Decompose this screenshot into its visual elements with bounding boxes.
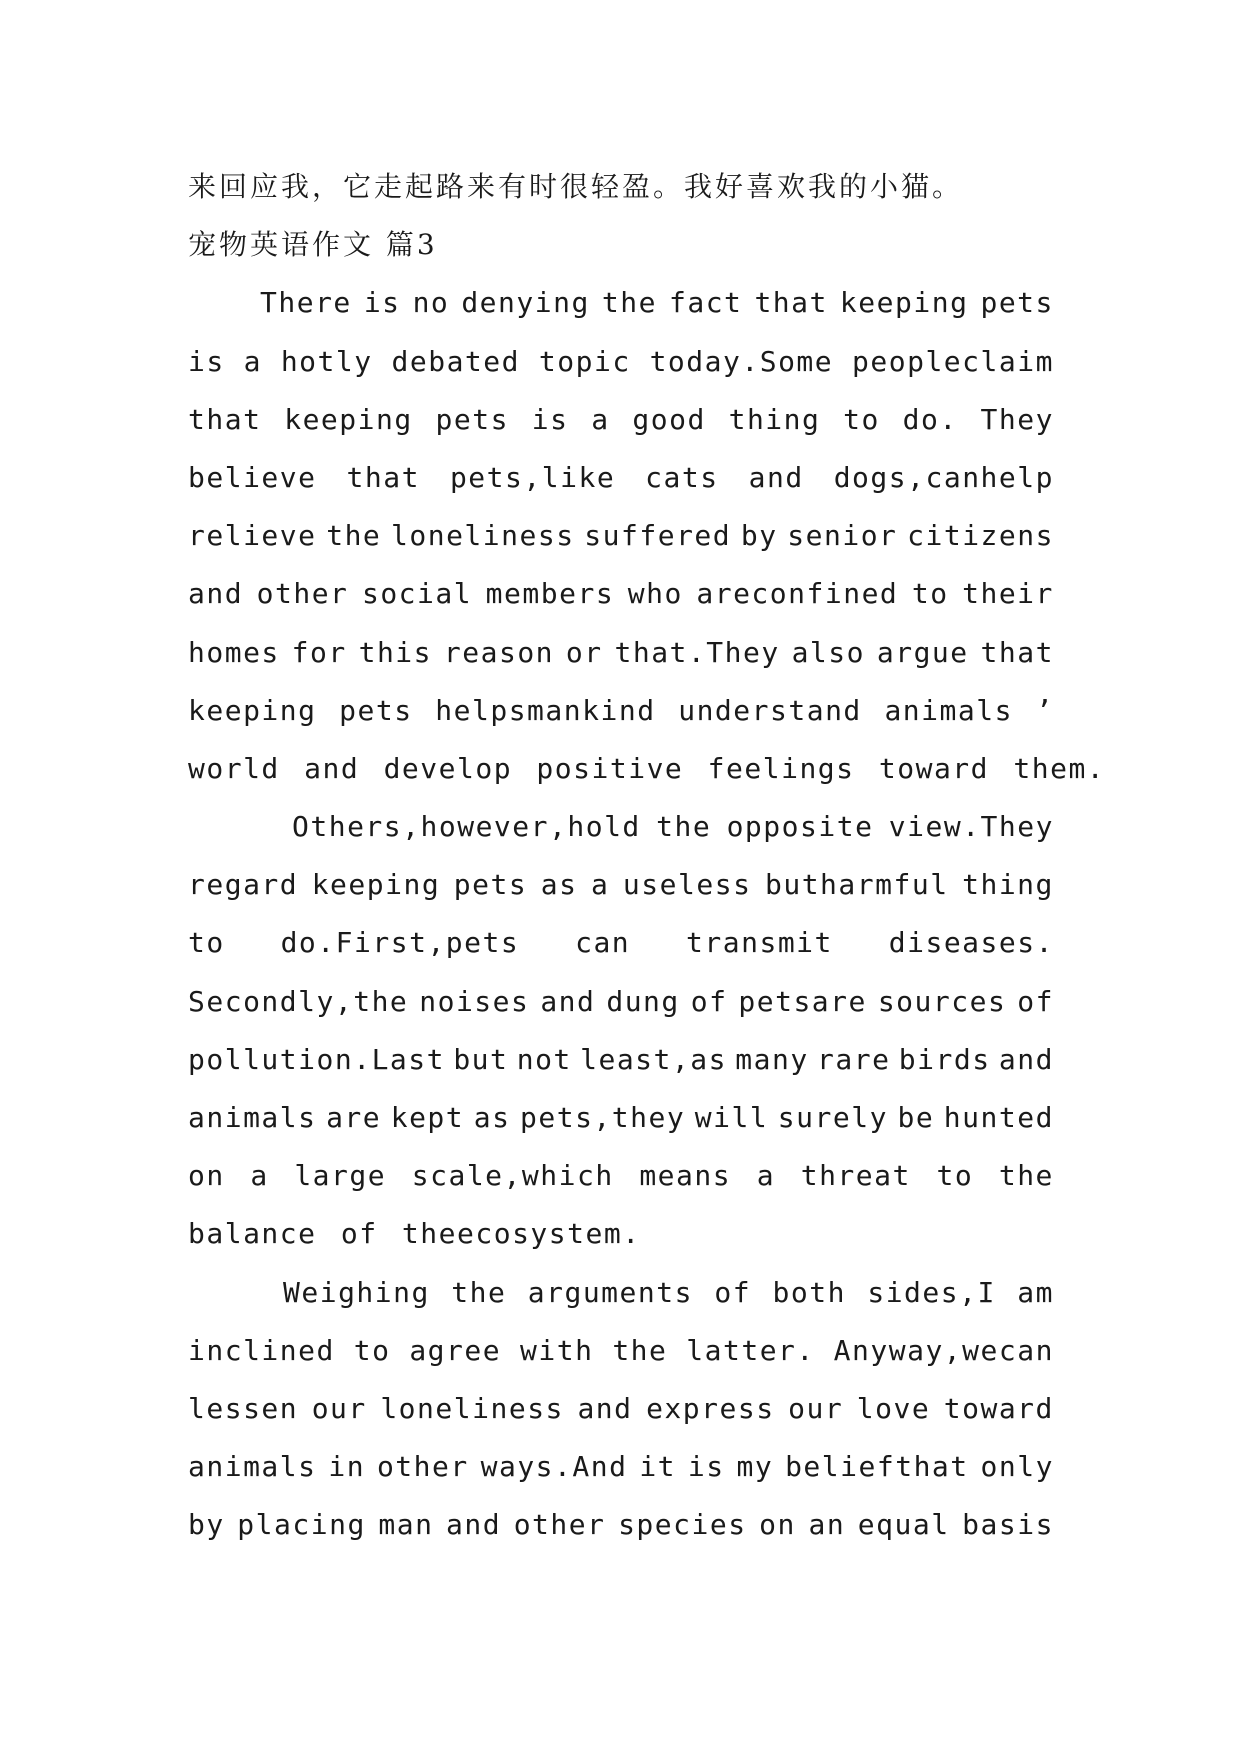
paragraph-line: relieve the loneliness suffered by senior citizens xyxy=(188,519,1054,553)
paragraph-line: believe that pets,like cats and dogs,canhelp xyxy=(188,460,1054,494)
paragraph-line: balance of theecosystem. xyxy=(188,1217,641,1251)
paragraph-line: world and develop positive feelings toward them. xyxy=(188,751,1106,785)
document-body xyxy=(188,158,1106,1555)
paragraph-line: There is no denying the fact that keeping pets xyxy=(260,286,1054,320)
paragraph-2 xyxy=(188,798,1054,1264)
paragraph-line: to do.First,pets can transmit diseases. xyxy=(188,926,1054,960)
paragraph-line: animals in other ways.And it is my beliefthat only xyxy=(188,1450,1054,1484)
paragraph-line: by placing man and other species on an equal basis xyxy=(188,1508,1054,1542)
paragraph-line: lessen our loneliness and express our love toward xyxy=(188,1391,1054,1425)
paragraph-line: Secondly,the noises and dung of petsare sources of xyxy=(188,984,1054,1018)
paragraph-line: and other social members who areconfined to their xyxy=(188,577,1054,611)
paragraph-1 xyxy=(188,274,1106,798)
paragraph-3 xyxy=(188,1264,1054,1555)
paragraph-line: regard keeping pets as a useless butharmful thing xyxy=(188,868,1054,902)
paragraph-line: homes for this reason or that.They also argue that xyxy=(188,635,1054,669)
paragraph-line: that keeping pets is a good thing to do. They xyxy=(188,402,1054,436)
essay-heading: 宠物英语作文 篇3 xyxy=(188,228,438,262)
paragraph-line: inclined to agree with the latter. Anyway,wecan xyxy=(188,1333,1054,1367)
paragraph-line: animals are kept as pets,they will surely be hunted xyxy=(188,1101,1054,1134)
top-line: 来回应我，它走起路来有时很轻盈。我好喜欢我的小猫。 xyxy=(188,170,964,203)
paragraph-line: is a hotly debated topic today.Some peopleclaim xyxy=(188,344,1054,378)
paragraph-line: Weighing the arguments of both sides,I am xyxy=(283,1275,1054,1309)
paragraph-line: on a large scale,which means a threat to the xyxy=(188,1159,1054,1193)
paragraph-line: keeping pets helpsmankind understand animals ’ xyxy=(188,693,1054,727)
paragraph-line: Others,however,hold the opposite view.They xyxy=(292,810,1054,844)
paragraph-line: pollution.Last but not least,as many rare birds and xyxy=(188,1042,1054,1076)
